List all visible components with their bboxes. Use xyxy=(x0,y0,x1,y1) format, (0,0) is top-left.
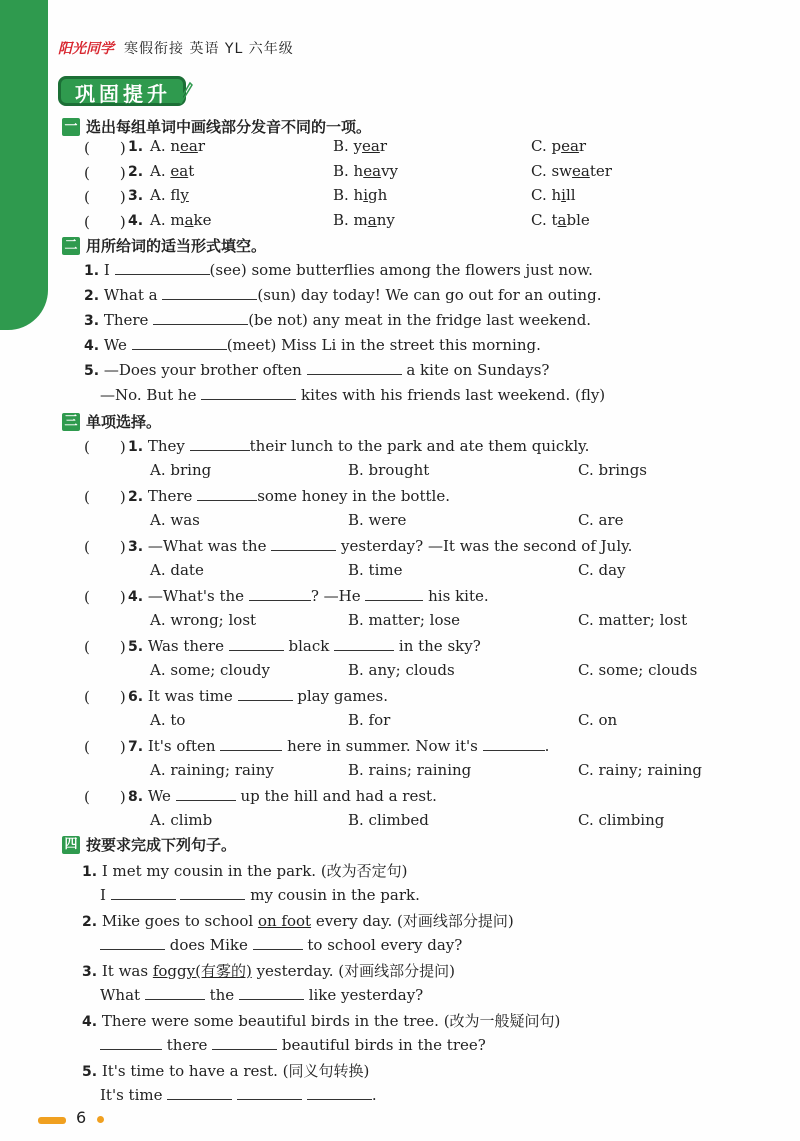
question-number: 3. xyxy=(84,313,100,329)
s2-question: 1. I (see) some butterflies among the flowers just now. xyxy=(84,261,593,279)
option-b[interactable]: B. climbed xyxy=(348,811,429,829)
option-b: B. year xyxy=(333,137,388,155)
option-b[interactable]: B. any; clouds xyxy=(348,661,455,679)
question-number: 8. xyxy=(128,789,144,805)
question-number: 2. xyxy=(128,164,144,180)
question-number: 2. xyxy=(128,489,144,505)
question-number: 3. xyxy=(128,539,144,555)
brand-logo: 阳光同学 xyxy=(58,41,114,57)
option-a: A. fly xyxy=(150,186,189,204)
option-c: C. table xyxy=(531,211,590,229)
answer-blank[interactable] xyxy=(197,486,257,501)
answer-blank[interactable] xyxy=(132,335,227,350)
answer-blank[interactable] xyxy=(162,285,257,300)
s1-question xyxy=(128,186,143,204)
answer-blank[interactable] xyxy=(190,436,250,451)
section-instruction: 选出每组单词中画线部分发音不同的一项。 xyxy=(86,118,372,136)
answer-blank[interactable] xyxy=(365,586,423,601)
option-c[interactable]: C. matter; lost xyxy=(578,611,688,629)
answer-blank[interactable] xyxy=(239,985,304,1000)
answer-blank[interactable] xyxy=(111,885,176,900)
option-b[interactable]: B. rains; raining xyxy=(348,761,472,779)
answer-blank[interactable] xyxy=(145,985,205,1000)
s3-question: 2. There some honey in the bottle. xyxy=(128,487,450,505)
answer-blank[interactable] xyxy=(483,736,545,751)
option-a: A. near xyxy=(150,137,206,155)
question-number: 4. xyxy=(128,213,144,229)
option-a[interactable]: A. climb xyxy=(150,811,213,829)
option-c[interactable]: C. climbing xyxy=(578,811,665,829)
option-b[interactable]: B. brought xyxy=(348,461,430,479)
question-number: 1. xyxy=(128,439,144,455)
section-number: 三 xyxy=(62,413,80,431)
question-number: 2. xyxy=(84,288,100,304)
s2-question: 5. —Does your brother often a kite on Sundays? xyxy=(84,361,550,379)
answer-blank[interactable] xyxy=(167,1085,232,1100)
option-c[interactable]: C. day xyxy=(578,561,626,579)
section-badge: 巩固提升 xyxy=(58,76,186,106)
option-b[interactable]: B. were xyxy=(348,511,407,529)
option-a[interactable]: A. bring xyxy=(150,461,212,479)
answer-blank[interactable] xyxy=(201,385,296,400)
s4-q3: 3. It was foggy(有雾的) yesterday. (对画线部分提问) xyxy=(82,962,455,980)
s4-q1-answer: I my cousin in the park. xyxy=(100,886,420,904)
s2-question: 2. What a (sun) day today! We can go out for an outing. xyxy=(84,286,602,304)
s4-q3-answer: What the like yesterday? xyxy=(100,986,424,1004)
answer-bracket[interactable]: ( ) xyxy=(84,638,126,656)
answer-blank[interactable] xyxy=(180,885,245,900)
answer-bracket[interactable]: ( ) xyxy=(84,188,126,206)
s3-question: 7. It's often here in summer. Now it's . xyxy=(128,737,550,755)
option-b[interactable]: B. for xyxy=(348,711,391,729)
page-number: 6 xyxy=(76,1108,87,1127)
answer-blank[interactable] xyxy=(334,636,394,651)
answer-blank[interactable] xyxy=(176,786,236,801)
option-a[interactable]: A. wrong; lost xyxy=(150,611,257,629)
answer-blank[interactable] xyxy=(307,360,402,375)
option-c: C. sweater xyxy=(531,162,612,180)
section-4-title xyxy=(62,834,236,855)
answer-blank[interactable] xyxy=(153,310,248,325)
header-subtitle: 寒假衔接 英语 YL 六年级 xyxy=(124,41,294,57)
question-number: 4. xyxy=(84,338,100,354)
question-number: 3. xyxy=(128,188,144,204)
option-a[interactable]: A. some; cloudy xyxy=(150,661,270,679)
option-b[interactable]: B. time xyxy=(348,561,403,579)
s3-question: 8. We up the hill and had a rest. xyxy=(128,787,437,805)
answer-blank[interactable] xyxy=(307,1085,372,1100)
s1-question xyxy=(128,211,143,229)
answer-blank[interactable] xyxy=(249,586,311,601)
s4-q2: 2. Mike goes to school on foot every day. (对画线部分提问) xyxy=(82,912,514,930)
question-number: 7. xyxy=(128,739,144,755)
answer-blank[interactable] xyxy=(238,686,293,701)
s3-question: 1. They their lunch to the park and ate them quickly. xyxy=(128,437,590,455)
option-c[interactable]: C. rainy; raining xyxy=(578,761,702,779)
option-b: B. heavy xyxy=(333,162,399,180)
option-b[interactable]: B. matter; lose xyxy=(348,611,461,629)
page-header xyxy=(58,38,294,58)
answer-blank[interactable] xyxy=(100,1035,162,1050)
s4-q4: 4. There were some beautiful birds in the tree. (改为一般疑问句) xyxy=(82,1012,561,1030)
section-instruction: 单项选择。 xyxy=(86,413,162,431)
footer-dot xyxy=(97,1116,104,1123)
answer-bracket[interactable]: ( ) xyxy=(84,588,126,606)
question-number: 5. xyxy=(128,639,144,655)
answer-blank[interactable] xyxy=(253,935,303,950)
s4-q5-answer: It's time . xyxy=(100,1086,377,1104)
answer-blank[interactable] xyxy=(237,1085,302,1100)
question-number: 1. xyxy=(84,263,100,279)
s4-q4-answer: there beautiful birds in the tree? xyxy=(100,1035,486,1054)
section-number: 二 xyxy=(62,237,80,255)
answer-bracket[interactable]: ( ) xyxy=(84,538,126,556)
footer-bar xyxy=(38,1117,66,1124)
option-a[interactable]: A. raining; rainy xyxy=(150,761,274,779)
question-number: 1. xyxy=(128,139,144,155)
section-number: 一 xyxy=(62,118,80,136)
option-a: A. make xyxy=(150,211,212,229)
s1-question xyxy=(128,137,143,155)
s3-question: 4. —What's the ? —He his kite. xyxy=(128,587,489,605)
s3-question: 6. It was time play games. xyxy=(128,687,388,705)
option-a[interactable]: A. to xyxy=(150,711,186,729)
answer-bracket[interactable]: ( ) xyxy=(84,213,126,231)
s3-question: 5. Was there black in the sky? xyxy=(128,637,481,655)
answer-bracket[interactable]: ( ) xyxy=(84,438,126,456)
answer-bracket[interactable]: ( ) xyxy=(84,788,126,806)
option-c[interactable]: C. on xyxy=(578,711,618,729)
option-c: C. hill xyxy=(531,186,576,204)
section-1-title xyxy=(62,116,371,137)
section-number: 四 xyxy=(62,836,80,854)
s4-q2-answer: does Mike to school every day? xyxy=(100,935,462,954)
s2-question: 4. We (meet) Miss Li in the street this morning. xyxy=(84,336,541,354)
answer-blank[interactable] xyxy=(115,260,210,275)
answer-bracket[interactable]: ( ) xyxy=(84,688,126,706)
option-c: C. pear xyxy=(531,137,587,155)
answer-bracket[interactable]: ( ) xyxy=(84,139,126,157)
pencil-icon xyxy=(176,80,194,104)
option-a[interactable]: A. date xyxy=(150,561,204,579)
s1-question xyxy=(128,162,143,180)
s3-question: 3. —What was the yesterday? —It was the second of July. xyxy=(128,537,633,555)
question-number: 6. xyxy=(128,689,144,705)
option-a[interactable]: A. was xyxy=(150,511,200,529)
s2-question: —No. But he kites with his friends last weekend. (fly) xyxy=(100,386,606,404)
answer-bracket[interactable]: ( ) xyxy=(84,164,126,182)
section-3-title xyxy=(62,411,161,432)
answer-blank[interactable] xyxy=(271,536,336,551)
s4-q5: 5. It's time to have a rest. (同义句转换) xyxy=(82,1062,370,1080)
section-instruction: 按要求完成下列句子。 xyxy=(86,836,237,854)
question-number: 5. xyxy=(84,363,100,379)
answer-blank[interactable] xyxy=(220,736,282,751)
question-number: 4. xyxy=(128,589,144,605)
option-c[interactable]: C. brings xyxy=(578,461,648,479)
option-c[interactable]: C. some; clouds xyxy=(578,661,698,679)
answer-blank[interactable] xyxy=(229,636,284,651)
option-a: A. eat xyxy=(150,162,195,180)
option-b: B. many xyxy=(333,211,395,229)
answer-blank[interactable] xyxy=(100,935,165,950)
answer-blank[interactable] xyxy=(212,1035,277,1050)
s2-question: 3. There (be not) any meat in the fridge last weekend. xyxy=(84,311,592,329)
answer-bracket[interactable]: ( ) xyxy=(84,738,126,756)
option-c[interactable]: C. are xyxy=(578,511,624,529)
answer-bracket[interactable]: ( ) xyxy=(84,488,126,506)
section-2-title xyxy=(62,235,266,256)
s4-q1: 1. I met my cousin in the park. (改为否定句) xyxy=(82,862,408,880)
option-b: B. high xyxy=(333,186,388,204)
section-instruction: 用所给词的适当形式填空。 xyxy=(86,237,267,255)
